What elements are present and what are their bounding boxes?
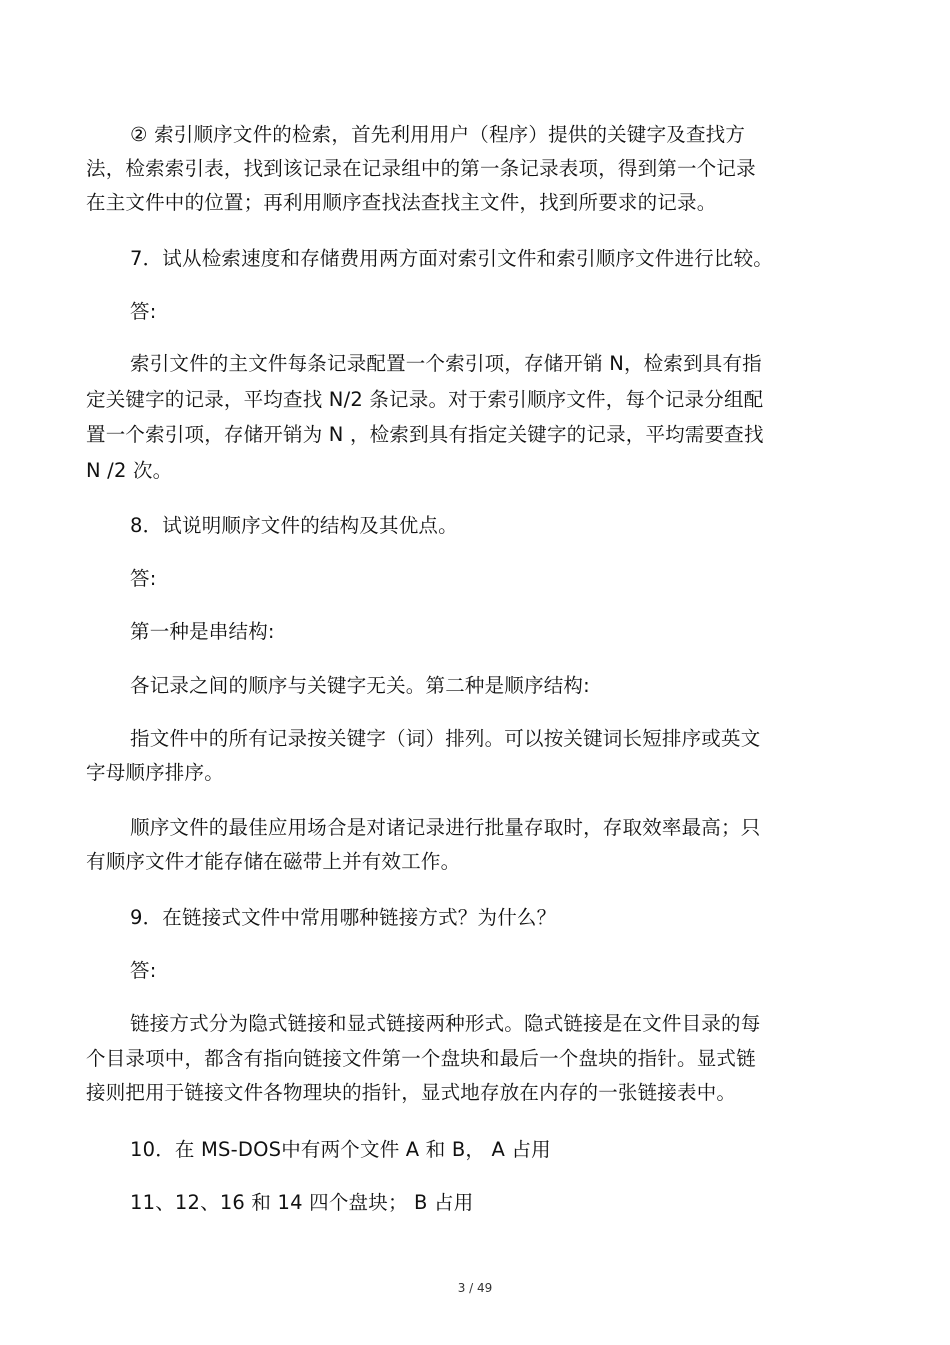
paragraph-line: 置一个索引项，存储开销为 N ，检索到具有指定关键字的记录，平均需要查找 [86, 423, 764, 446]
paragraph-line: 链接方式分为隐式链接和显式链接两种形式。隐式链接是在文件目录的每 [130, 1012, 761, 1035]
paragraph-line: 第一种是串结构: [130, 620, 275, 643]
paragraph-line: 有顺序文件才能存储在磁带上并有效工作。 [86, 850, 461, 873]
question-heading: 9．在链接式文件中常用哪种链接方式？为什么？ [130, 906, 557, 929]
paragraph-line: 个目录项中，都含有指向链接文件第一个盘块和最后一个盘块的指针。显式链 [86, 1047, 756, 1070]
paragraph-line: N /2 次。 [86, 459, 173, 482]
paragraph-line: 11、12、16 和 14 四个盘块； B 占用 [130, 1191, 474, 1214]
question-heading: 10．在 MS-DOS中有两个文件 A 和 B， A 占用 [130, 1138, 551, 1161]
paragraph-line: 索引文件的主文件每条记录配置一个索引项，存储开销 N，检索到具有指 [130, 352, 762, 375]
paragraph-line: 顺序文件的最佳应用场合是对诸记录进行批量存取时，存取效率最高；只 [130, 816, 761, 839]
page-number: 3 / 49 [457, 1281, 493, 1295]
paragraph-line: 法，检索索引表，找到该记录在记录组中的第一条记录表项，得到第一个记录 [86, 157, 756, 180]
paragraph-line: 定关键字的记录，平均查找 N/2 条记录。对于索引顺序文件，每个记录分组配 [86, 388, 764, 411]
paragraph-line: 字母顺序排序。 [86, 761, 224, 784]
answer-label: 答: [130, 300, 157, 323]
paragraph-line: ② 索引顺序文件的检索，首先利用用户（程序）提供的关键字及查找方 [130, 123, 746, 146]
question-heading: 7．试从检索速度和存储费用两方面对索引文件和索引顺序文件进行比较。 [130, 247, 774, 270]
paragraph-line: 各记录之间的顺序与关键字无关。第二种是顺序结构: [130, 674, 590, 697]
answer-label: 答: [130, 959, 157, 982]
paragraph-line: 指文件中的所有记录按关键字（词）排列。可以按关键词长短排序或英文 [130, 727, 761, 750]
paragraph-line: 在主文件中的位置；再利用顺序查找法查找主文件，找到所要求的记录。 [86, 191, 717, 214]
question-heading: 8．试说明顺序文件的结构及其优点。 [130, 514, 458, 537]
answer-label: 答: [130, 567, 157, 590]
paragraph-line: 接则把用于链接文件各物理块的指针，显式地存放在内存的一张链接表中。 [86, 1081, 737, 1104]
